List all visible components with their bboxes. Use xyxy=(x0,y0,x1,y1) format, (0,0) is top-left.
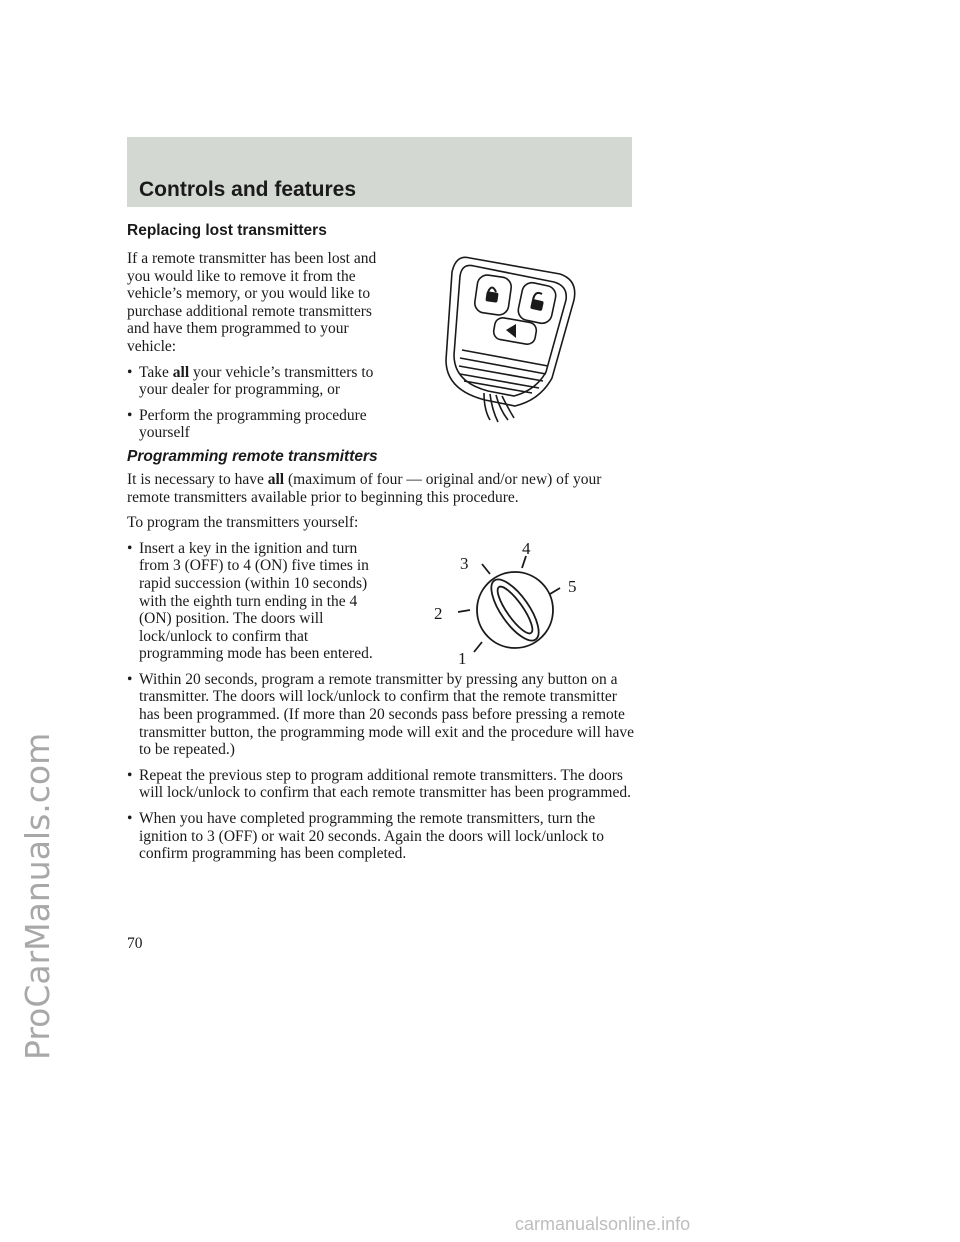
remote-key-fob-illustration xyxy=(440,250,580,425)
replacing-intro: If a remote transmitter has been lost and you would like to remove it from the vehicle’s memory, or you would like to purchase additional remote transmitters and have them programmed to your vehicle: xyxy=(127,250,377,355)
section-title: Controls and features xyxy=(139,178,357,201)
list-item: • Repeat the previous step to program additional remote transmitters. The doors will lock/unlock to confirm that each remote transmitter has been programmed. xyxy=(127,766,631,802)
programming-lead: To program the transmitters yourself: xyxy=(127,514,359,532)
list-item: • Take all your vehicle’s transmitters to your dealer for programming, or xyxy=(127,363,374,399)
page-number: 70 xyxy=(127,935,143,952)
list-item: • Perform the programming procedure yourself xyxy=(127,406,367,442)
list-item: • Within 20 seconds, program a remote transmitter by pressing any button on a transmitter. The doors will lock/unlock to confirm that the remote transmitter has been programmed. (If more than 20 seconds pass before pressing a remote transmitter button, the programming mode will exit and the procedure will have to be repeated.) xyxy=(127,670,635,759)
footer-watermark: carmanualsonline.info xyxy=(515,1214,691,1234)
ignition-label-1: 1 xyxy=(458,649,467,668)
programming-heading: Programming remote transmitters xyxy=(127,447,378,465)
programming-intro: It is necessary to have all (maximum of four — original and/or new) of your remote transmitters available prior to beginning this procedure. xyxy=(127,470,602,506)
list-item: • Insert a key in the ignition and turn from 3 (OFF) to 4 (ON) five times in rapid succession (within 10 seconds) with the eighth turn ending in the 4 (ON) position. The doors will lock/unlock to confirm that programming mode has been entered. xyxy=(127,539,373,663)
side-watermark: ProCarManuals.com xyxy=(18,732,57,1060)
ignition-switch-diagram xyxy=(420,530,600,680)
replacing-heading: Replacing lost transmitters xyxy=(127,222,327,239)
ignition-label-2: 2 xyxy=(434,604,443,623)
list-item: • When you have completed programming the remote transmitters, turn the ignition to 3 (OFF) or wait 20 seconds. Again the doors will lock/unlock to confirm programming has been completed. xyxy=(127,810,604,863)
ignition-label-5: 5 xyxy=(568,577,577,596)
ignition-label-4: 4 xyxy=(522,539,531,558)
ignition-label-3: 3 xyxy=(460,554,469,573)
replacing-bullets xyxy=(127,364,377,442)
